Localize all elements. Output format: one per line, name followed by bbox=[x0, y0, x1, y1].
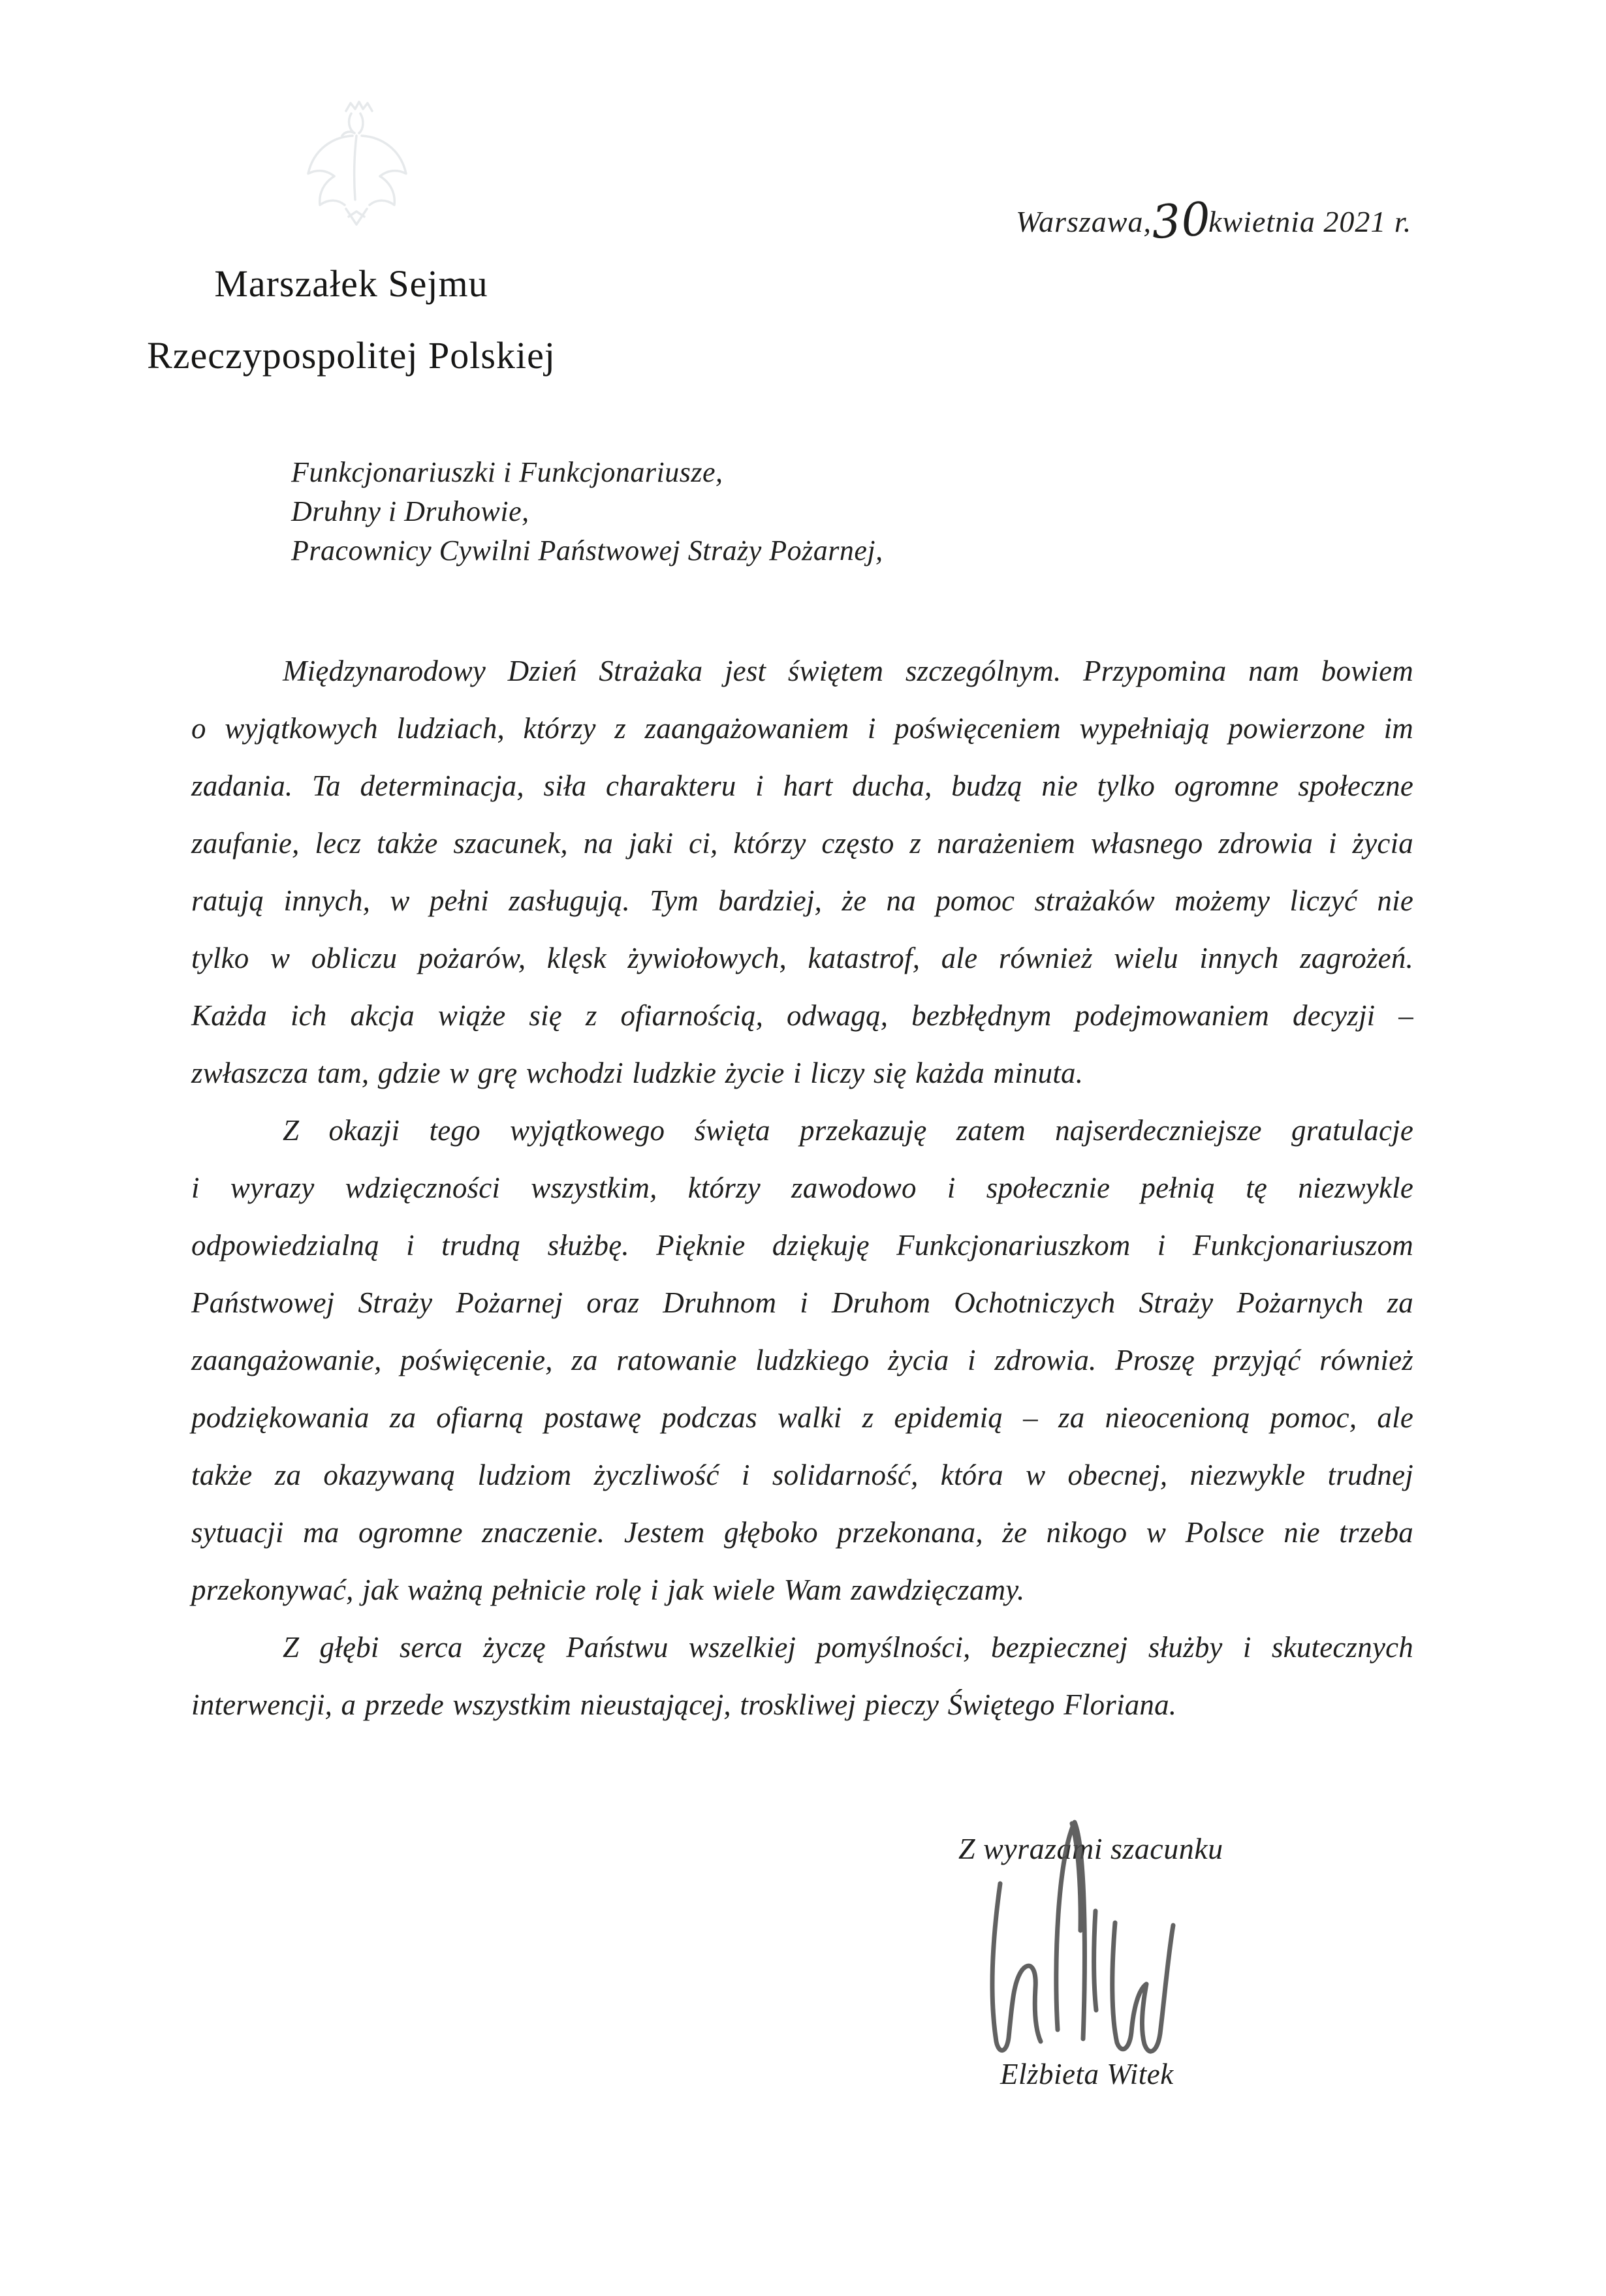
date-rest: kwietnia 2021 r. bbox=[1208, 205, 1412, 238]
body-line: zaangażowanie, poświęcenie, za ratowanie ludzkiego życia i zdrowia. Proszę przyjąć również bbox=[191, 1344, 1413, 1376]
body-line: przekonywać, jak ważną pełnicie rolę i jak wiele Wam zawdzięczamy. bbox=[191, 1574, 1025, 1606]
body-line: odpowiedzialną i trudną służbę. Pięknie dziękuję Funkcjonariuszkom i Funkcjonariuszom bbox=[191, 1229, 1413, 1262]
body-line: zaufanie, lecz także szacunek, na jaki ci, którzy często z narażeniem własnego zdrowia i życia bbox=[191, 827, 1413, 860]
body-line: ratują innych, w pełni zasługują. Tym bardziej, że na pomoc strażaków możemy liczyć nie bbox=[191, 884, 1413, 917]
body-line: Każda ich akcja wiąże się z ofiarnością, odwagą, bezbłędnym podejmowaniem decyzji – bbox=[191, 999, 1413, 1032]
recipient-line: Druhny i Druhowie, bbox=[291, 495, 529, 527]
eagle-watermark-icon bbox=[289, 97, 429, 237]
handwritten-signature bbox=[974, 1813, 1204, 2074]
closing-phrase: Z wyrazami szacunku bbox=[958, 1832, 1223, 1865]
body-line: interwencji, a przede wszystkim nieustającej, troskliwej pieczy Świętego Floriana. bbox=[191, 1688, 1177, 1721]
date-line bbox=[1016, 191, 1412, 250]
date-city: Warszawa, bbox=[1016, 205, 1152, 238]
body-line: Z okazji tego wyjątkowego święta przekazuję zatem najserdeczniejsze gratulacje bbox=[283, 1114, 1413, 1147]
body-line: Państwowej Straży Pożarnej oraz Druhnom i Druhom Ochotniczych Straży Pożarnych za bbox=[191, 1286, 1413, 1319]
body-line: sytuacji ma ogromne znaczenie. Jestem głęboko przekonana, że nikogo w Polsce nie trzeba bbox=[191, 1516, 1413, 1549]
signer-name: Elżbieta Witek bbox=[1000, 2058, 1174, 2090]
body-line: Z głębi serca życzę Państwu wszelkiej pomyślności, bezpiecznej służby i skutecznych bbox=[283, 1631, 1413, 1664]
body-line: zwłaszcza tam, gdzie w grę wchodzi ludzkie życie i liczy się każda minuta. bbox=[191, 1057, 1084, 1089]
sender-header bbox=[131, 248, 572, 392]
body-line: o wyjątkowych ludziach, którzy z zaangażowaniem i poświęceniem wypełniają powierzone im bbox=[191, 712, 1413, 745]
body-line: podziękowania za ofiarną postawę podczas walki z epidemią – za nieocenioną pomoc, ale bbox=[191, 1401, 1413, 1434]
body-line: i wyrazy wdzięczności wszystkim, którzy zawodowo i społecznie pełnią tę niezwykle bbox=[191, 1171, 1413, 1204]
recipient-line: Funkcjonariuszki i Funkcjonariusze, bbox=[291, 456, 723, 488]
letter-body bbox=[191, 642, 1413, 1733]
body-line: Międzynarodowy Dzień Strażaka jest świętem szczególnym. Przypomina nam bowiem bbox=[283, 655, 1413, 687]
sender-title-line1: Marszałek Sejmu bbox=[214, 262, 488, 305]
body-line: zadania. Ta determinacja, siła charakteru i hart ducha, budzą nie tylko ogromne społeczne bbox=[191, 769, 1413, 802]
sender-title-line2: Rzeczypospolitej Polskiej bbox=[147, 334, 556, 377]
body-line: także za okazywaną ludziom życzliwość i solidarność, która w obecnej, niezwykle trudnej bbox=[191, 1459, 1413, 1491]
body-line: tylko w obliczu pożarów, klęsk żywiołowych, katastrof, ale również wielu innych zagrożeń. bbox=[191, 942, 1413, 974]
recipient-line: Pracownicy Cywilni Państwowej Straży Pożarnej, bbox=[291, 535, 883, 566]
date-day-handwritten: 30 bbox=[1150, 191, 1213, 250]
recipients-block bbox=[291, 453, 883, 570]
